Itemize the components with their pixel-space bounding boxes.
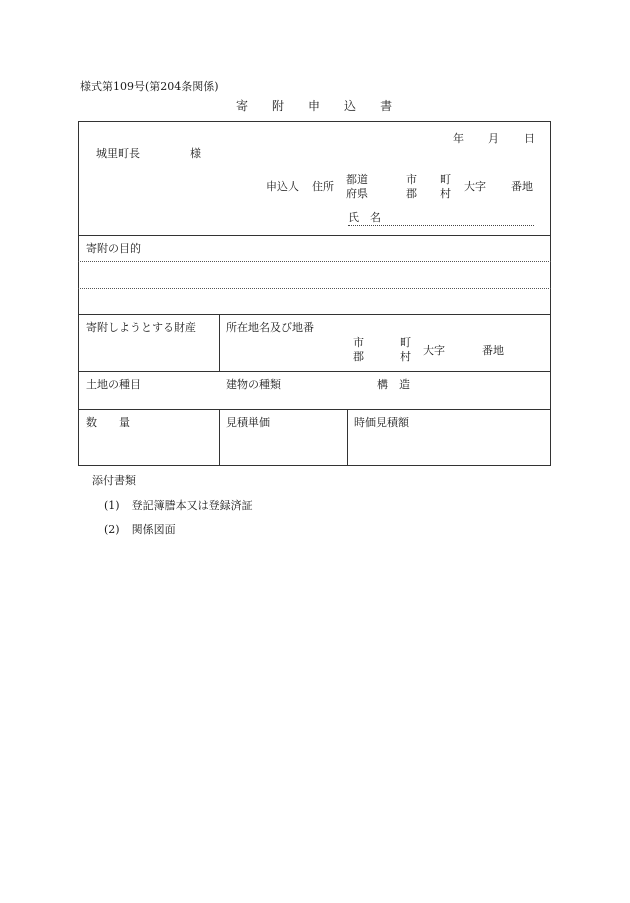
title-char: 書 [380,99,393,113]
town-line2: 村 [440,187,451,200]
rule-types-bottom [78,409,551,410]
property-town-line1: 町 [400,336,411,349]
property-banchi-label: 番地 [482,344,504,357]
applicant-label: 申込人 [266,180,299,193]
attachment-item-1 [104,500,253,512]
rule-applicant-bottom [78,235,551,236]
address-label: 住所 [312,180,334,193]
prefecture-line1: 都道 [346,173,368,186]
title-char: 附 [272,99,285,113]
attachment-num: (1) [104,499,120,512]
document-title [236,100,392,112]
property-city-line1: 市 [353,336,364,349]
attachment-item-2 [104,524,176,536]
rule-purpose-bottom [78,314,551,315]
addressee: 城里町長 [96,147,140,160]
structure-label: 構 造 [377,378,410,391]
title-char: 寄 [236,99,249,113]
purpose-label: 寄附の目的 [86,242,141,255]
city-line1: 市 [406,173,417,186]
attachments-heading: 添付書類 [92,474,136,487]
banchi-label: 番地 [511,180,533,193]
name-label: 氏 名 [348,211,381,224]
rule-property-bottom [78,371,551,372]
name-entry-line[interactable] [348,225,534,226]
location-label: 所在地名及び地番 [226,321,314,334]
form-table [78,121,551,466]
rule-valuation-divider-2 [347,409,348,466]
date-day-label: 日 [524,132,535,145]
title-char: 申 [308,99,321,113]
form-number: 様式第109号(第204条関係) [80,80,219,93]
rule-purpose-dotted-1 [78,261,551,262]
date-year-label: 年 [453,132,464,145]
rule-property-divider [219,314,220,371]
prefecture-label [346,173,368,201]
building-type-label: 建物の種類 [226,378,281,391]
rule-valuation-divider-1 [219,409,220,466]
unit-price-label: 見積単価 [226,416,270,429]
property-city-gun-label [353,336,364,364]
town-line1: 町 [440,173,451,186]
attachment-text: 登記簿謄本又は登録済証 [131,499,253,512]
land-type-label: 土地の種目 [86,378,141,391]
date-month-label: 月 [488,132,499,145]
quantity-label: 数 量 [86,416,130,429]
city-gun-label [406,173,417,201]
attachment-text: 関係図面 [131,523,176,536]
property-city-line2: 郡 [353,350,364,363]
oaza-label: 大字 [464,180,486,193]
property-label: 寄附しようとする財産 [86,321,196,334]
prefecture-line2: 府県 [346,187,368,200]
title-char: 込 [344,99,357,113]
property-oaza-label: 大字 [423,344,445,357]
total-value-label: 時価見積額 [354,416,409,429]
rule-purpose-dotted-2 [78,288,551,289]
honorific: 様 [190,147,201,160]
attachment-num: (2) [104,523,120,536]
property-town-line2: 村 [400,350,411,363]
property-town-village-label [400,336,411,364]
town-village-label [440,173,451,201]
city-line2: 郡 [406,187,417,200]
